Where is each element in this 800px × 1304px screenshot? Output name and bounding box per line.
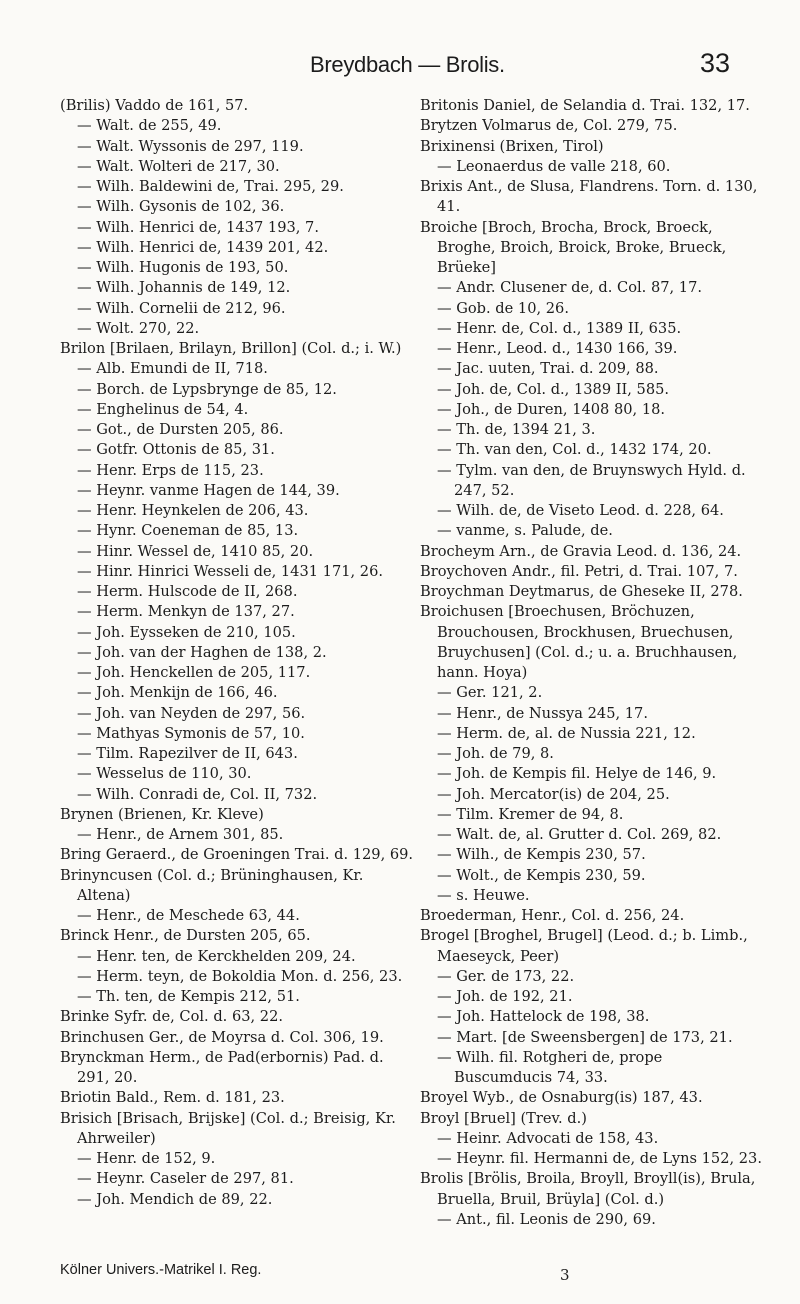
index-entry: — Wilh. Hugonis de 193, 50. bbox=[77, 259, 289, 276]
index-entry: — Got., de Dursten 205, 86. bbox=[77, 421, 284, 438]
index-entry: — vanme, s. Palude, de. bbox=[437, 522, 613, 540]
running-header bbox=[0, 48, 800, 92]
index-entry: — Wilh. fil. Rotgheri de, prope Buscumducis 74, 33. bbox=[437, 1048, 663, 1086]
index-entry: Brisich [Brisach, Brijske] (Col. d.; Breisig, Kr. Ahrweiler) bbox=[60, 1109, 396, 1147]
index-entry: Brinck Henr., de Dursten 205, 65. bbox=[60, 927, 311, 945]
left-column bbox=[60, 96, 414, 1210]
index-entry: — Joh. Henckellen de 205, 117. bbox=[77, 664, 311, 681]
index-entry: — Tilm. Kremer de 94, 8. bbox=[437, 805, 624, 823]
index-entry: Brixis Ant., de Slusa, Flandrens. Torn. d. 130, 41. bbox=[420, 178, 758, 216]
index-entry: — Henr., de Nussya 245, 17. bbox=[437, 704, 648, 722]
index-entry: — Ger. de 173, 22. bbox=[437, 967, 575, 985]
index-entry: — Hinr. Hinrici Wesseli de, 1431 171, 26. bbox=[77, 562, 384, 580]
index-entry: Brinke Syfr. de, Col. d. 63, 22. bbox=[60, 1008, 284, 1026]
footer-note: Kölner Univers.-Matrikel I. Reg. bbox=[60, 1262, 262, 1278]
index-entry: — Joh. van der Haghen de 138, 2. bbox=[77, 643, 327, 661]
index-entry: — Heynr. vanme Hagen de 144, 39. bbox=[77, 481, 340, 499]
index-entry: — Joh. Mendich de 89, 22. bbox=[77, 1190, 273, 1208]
index-entry: — Henr. Heynkelen de 206, 43. bbox=[77, 502, 309, 519]
index-entry: — Heinr. Advocati de 158, 43. bbox=[437, 1129, 659, 1147]
index-entry: Brocheym Arn., de Gravia Leod. d. 136, 24. bbox=[420, 542, 742, 560]
index-entry: Broederman, Henr., Col. d. 256, 24. bbox=[420, 907, 685, 924]
right-column bbox=[420, 96, 765, 1230]
index-entry: Broychoven Andr., fil. Petri, d. Trai. 107, 7. bbox=[420, 562, 738, 580]
index-entry: — Jac. uuten, Trai. d. 209, 88. bbox=[437, 360, 659, 378]
index-entry: — Wilh. Gysonis de 102, 36. bbox=[77, 198, 285, 216]
index-entry: — Th. ten, de Kempis 212, 51. bbox=[77, 988, 300, 1005]
index-entry: — Herm. teyn, de Bokoldia Mon. d. 256, 23. bbox=[77, 967, 403, 985]
index-entry: — Henr., de Arnem 301, 85. bbox=[77, 826, 284, 843]
index-entry: — Joh. van Neyden de 297, 56. bbox=[77, 704, 306, 722]
index-entry: Broichusen [Broechusen, Bröchuzen, Brouchousen, Brockhusen, Bruechusen, Bruychusen] (Col. d.; u. a. Bruchhausen, hann. Hoya) bbox=[420, 603, 738, 681]
index-entry: — Wilh., de Kempis 230, 57. bbox=[437, 846, 646, 864]
index-entry: — Joh. de, Col. d., 1389 II, 585. bbox=[437, 380, 670, 398]
index-entry: — Heynr. fil. Hermanni de, de Lyns 152, 23. bbox=[437, 1150, 762, 1167]
index-entry: — Leonaerdus de valle 218, 60. bbox=[437, 157, 671, 175]
index-entry: — Mathyas Symonis de 57, 10. bbox=[77, 724, 305, 742]
index-entry: — Herm. Menkyn de 137, 27. bbox=[77, 603, 295, 621]
index-entry: Brinyncusen (Col. d.; Brüninghausen, Kr. Altena) bbox=[60, 866, 364, 904]
index-entry: — Borch. de Lypsbrynge de 85, 12. bbox=[77, 380, 337, 398]
index-entry: — Joh. Mercator(is) de 204, 25. bbox=[437, 785, 670, 803]
index-entry: Broyl [Bruel] (Trev. d.) bbox=[420, 1109, 587, 1127]
index-entry: — Hynr. Coeneman de 85, 13. bbox=[77, 522, 299, 540]
index-entry: — Joh. de 192, 21. bbox=[437, 988, 573, 1005]
index-entry: Broiche [Broch, Brocha, Brock, Broeck, Broghe, Broich, Broick, Broke, Brueck, Brüeke] bbox=[420, 218, 727, 276]
index-entry: — Gotfr. Ottonis de 85, 31. bbox=[77, 441, 275, 459]
index-entry: — Henr., Leod. d., 1430 166, 39. bbox=[437, 340, 678, 357]
index-entry: — Ant., fil. Leonis de 290, 69. bbox=[437, 1210, 656, 1228]
index-entry: — Mart. [de Sweensbergen] de 173, 21. bbox=[437, 1028, 733, 1046]
index-entry: — Tilm. Rapezilver de II, 643. bbox=[77, 745, 298, 762]
index-entry: — Wilh. Cornelii de 212, 96. bbox=[77, 299, 286, 317]
index-entry: — Joh. de 79, 8. bbox=[437, 745, 554, 762]
index-entry: Britonis Daniel, de Selandia d. Trai. 132, 17. bbox=[420, 97, 750, 114]
index-entry: — Wilh. Johannis de 149, 12. bbox=[77, 279, 291, 297]
index-entry: — Wilh. Henrici de, 1437 193, 7. bbox=[77, 218, 319, 236]
index-entry: — Joh. de Kempis fil. Helye de 146, 9. bbox=[437, 765, 717, 783]
index-entry: — Enghelinus de 54, 4. bbox=[77, 400, 249, 418]
index-entry: — Wesselus de 110, 30. bbox=[77, 765, 252, 783]
index-entry: — Henr. Erps de 115, 23. bbox=[77, 461, 264, 479]
index-entry: — Henr. de 152, 9. bbox=[77, 1150, 216, 1167]
index-entry: — Wilh. Henrici de, 1439 201, 42. bbox=[77, 238, 329, 256]
index-entry: — Henr., de Meschede 63, 44. bbox=[77, 907, 300, 924]
index-entry: Briotin Bald., Rem. d. 181, 23. bbox=[60, 1089, 285, 1107]
index-entry: — Alb. Emundi de II, 718. bbox=[77, 360, 268, 378]
index-entry: — Wolt., de Kempis 230, 59. bbox=[437, 866, 646, 884]
index-entry: — Gob. de 10, 26. bbox=[437, 299, 569, 317]
index-entry: — Wolt. 270, 22. bbox=[77, 319, 200, 337]
index-entry: Brytzen Volmarus de, Col. 279, 75. bbox=[420, 117, 678, 135]
index-entry: Broyel Wyb., de Osnaburg(is) 187, 43. bbox=[420, 1089, 703, 1107]
index-entry: Brinchusen Ger., de Moyrsa d. Col. 306, 19. bbox=[60, 1028, 384, 1046]
index-entry: Broychman Deytmarus, de Gheseke II, 278. bbox=[420, 583, 743, 600]
page-number: 33 bbox=[699, 48, 730, 78]
index-entry: — Joh., de Duren, 1408 80, 18. bbox=[437, 400, 666, 418]
index-entry: — Heynr. Caseler de 297, 81. bbox=[77, 1170, 294, 1188]
index-entry: Brolis [Brölis, Broila, Broyll, Broyll(is), Brula, Bruella, Bruil, Brüyla] (Col. d.) bbox=[420, 1170, 756, 1208]
index-entry: — Walt. Wolteri de 217, 30. bbox=[77, 157, 280, 175]
index-entry: — Herm. de, al. de Nussia 221, 12. bbox=[437, 724, 696, 742]
index-entry: — Walt. de, al. Grutter d. Col. 269, 82. bbox=[437, 826, 722, 843]
index-entry: — s. Heuwe. bbox=[437, 886, 530, 904]
index-entry: — Henr. de, Col. d., 1389 II, 635. bbox=[437, 319, 682, 337]
index-entry: — Ger. 121, 2. bbox=[437, 684, 543, 702]
index-entry: — Th. de, 1394 21, 3. bbox=[437, 421, 596, 438]
index-entry: — Th. van den, Col. d., 1432 174, 20. bbox=[437, 441, 712, 459]
index-entry: — Herm. Hulscode de II, 268. bbox=[77, 583, 298, 600]
index-entry: Brynen (Brienen, Kr. Kleve) bbox=[60, 805, 264, 823]
index-entry: — Wilh. Conradi de, Col. II, 732. bbox=[77, 785, 318, 803]
index-entry: Brilon [Brilaen, Brilayn, Brillon] (Col. d.; i. W.) bbox=[60, 340, 402, 357]
signature-mark: 3 bbox=[560, 1266, 570, 1284]
index-entry: — Wilh. de, de Viseto Leod. d. 228, 64. bbox=[437, 502, 724, 519]
index-entry: — Joh. Eysseken de 210, 105. bbox=[77, 623, 296, 641]
index-entry: — Tylm. van den, de Bruynswych Hyld. d. 247, 52. bbox=[437, 461, 746, 499]
index-entry: Brynckman Herm., de Pad(erbornis) Pad. d. 291, 20. bbox=[60, 1048, 384, 1086]
header-title: Breydbach — Brolis. bbox=[310, 52, 505, 77]
index-entry: (Brilis) Vaddo de 161, 57. bbox=[60, 97, 249, 114]
index-entry: — Henr. ten, de Kerckhelden 209, 24. bbox=[77, 947, 356, 965]
index-entry: — Walt. Wyssonis de 297, 119. bbox=[77, 137, 304, 155]
index-entry: — Andr. Clusener de, d. Col. 87, 17. bbox=[437, 279, 703, 297]
index-entry: — Walt. de 255, 49. bbox=[77, 117, 222, 135]
index-entry: Bring Geraerd., de Groeningen Trai. d. 129, 69. bbox=[60, 846, 414, 864]
index-entry: — Hinr. Wessel de, 1410 85, 20. bbox=[77, 542, 314, 560]
index-entry: — Wilh. Baldewini de, Trai. 295, 29. bbox=[77, 178, 344, 195]
index-entry: — Joh. Hattelock de 198, 38. bbox=[437, 1008, 650, 1026]
index-entry: Brogel [Broghel, Brugel] (Leod. d.; b. Limb., Maeseyck, Peer) bbox=[420, 927, 748, 965]
index-entry: Brixinensi (Brixen, Tirol) bbox=[420, 137, 604, 155]
index-entry: — Joh. Menkijn de 166, 46. bbox=[77, 684, 278, 702]
